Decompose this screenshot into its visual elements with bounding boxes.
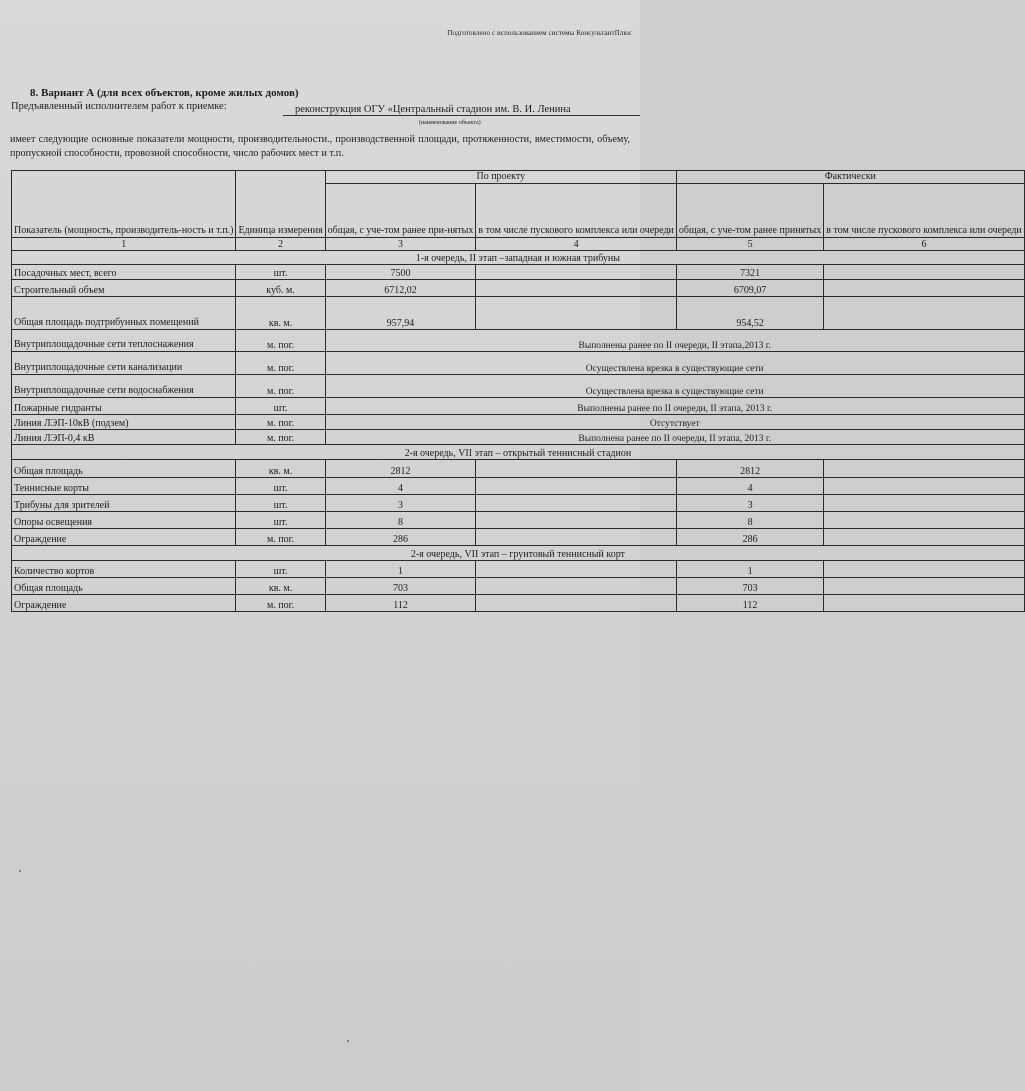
actual-startup <box>824 578 1025 595</box>
actual-total: 286 <box>676 529 823 546</box>
project-total: 1 <box>325 561 476 578</box>
actual-total: 2812 <box>676 460 823 478</box>
table-row <box>12 595 1025 612</box>
table-row <box>12 280 1025 297</box>
project-startup <box>476 529 677 546</box>
merged-note: Выполнены ранее по II очереди, II этапа,2013 г. <box>325 330 1024 352</box>
actual-total: 703 <box>676 578 823 595</box>
header-unit: Единица измерения <box>236 171 325 238</box>
unit-cell: м. пог. <box>236 375 325 398</box>
unit-cell: кв. м. <box>236 460 325 478</box>
col-number: 4 <box>476 238 677 251</box>
indicator-name: Посадочных мест, всего <box>12 265 236 280</box>
indicator-name: Внутриплощадочные сети водоснабжения <box>12 375 236 398</box>
project-startup <box>476 478 677 495</box>
section-row <box>12 445 1025 460</box>
unit-cell: куб. м. <box>236 280 325 297</box>
indicator-name: Теннисные корты <box>12 478 236 495</box>
table-row <box>12 297 1025 330</box>
actual-total: 8 <box>676 512 823 529</box>
project-startup <box>476 495 677 512</box>
header-actual-startup: в том числе пускового комплекса или очереди <box>824 184 1025 238</box>
intro-paragraph: имеет следующие основные показатели мощности, производительности., производственной площади, протяженности, вместимости, объему, пропускной способности, провозной способности, число рабочих мест и т.п. <box>10 134 630 159</box>
actual-total: 6709,07 <box>676 280 823 297</box>
indicator-name: Количество кортов <box>12 561 236 578</box>
indicator-name: Пожарные гидранты <box>12 398 236 415</box>
project-total: 6712,02 <box>325 280 476 297</box>
indicator-name: Внутриплощадочные сети теплоснажения <box>12 330 236 352</box>
unit-cell: шт. <box>236 495 325 512</box>
speck <box>19 870 21 872</box>
section-title: 2-я очередь, VII этап – открытый теннисный стадион <box>12 445 1025 460</box>
section-row <box>12 546 1025 561</box>
table-row <box>12 512 1025 529</box>
col-number: 6 <box>824 238 1025 251</box>
unit-cell: м. пог. <box>236 529 325 546</box>
indicator-name: Ограждение <box>12 529 236 546</box>
unit-cell: м. пог. <box>236 595 325 612</box>
actual-total: 112 <box>676 595 823 612</box>
indicator-name: Общая площадь подтрибунных помещений <box>12 297 236 330</box>
presented-line <box>11 101 631 126</box>
table-row <box>12 460 1025 478</box>
header-actual: Фактически <box>676 171 1024 184</box>
unit-cell: кв. м. <box>236 297 325 330</box>
table-row <box>12 529 1025 546</box>
table-row <box>12 375 1025 398</box>
indicator-name: Строительный объем <box>12 280 236 297</box>
header-actual-total: общая, с уче-том ранее принятых <box>676 184 823 238</box>
table-row <box>12 561 1025 578</box>
project-startup <box>476 460 677 478</box>
actual-startup <box>824 595 1025 612</box>
indicator-name: Трибуны для зрителей <box>12 495 236 512</box>
unit-cell: м. пог. <box>236 430 325 445</box>
unit-cell: м. пог. <box>236 352 325 375</box>
table-row <box>12 415 1025 430</box>
actual-total: 1 <box>676 561 823 578</box>
merged-note: Отсутствует <box>325 415 1024 430</box>
header-indicator: Показатель (мощность, производитель-ность и т.п.) <box>12 171 236 238</box>
project-startup <box>476 512 677 529</box>
actual-total: 954,52 <box>676 297 823 330</box>
table-row <box>12 478 1025 495</box>
actual-startup <box>824 280 1025 297</box>
project-total: 957,94 <box>325 297 476 330</box>
unit-cell: м. пог. <box>236 415 325 430</box>
actual-startup <box>824 561 1025 578</box>
project-startup <box>476 561 677 578</box>
table-row <box>12 352 1025 375</box>
project-startup <box>476 297 677 330</box>
indicator-name: Общая площадь <box>12 460 236 478</box>
merged-note: Осуществлена врезка в существующие сети <box>325 352 1024 375</box>
indicator-name: Опоры освещения <box>12 512 236 529</box>
col-number: 3 <box>325 238 476 251</box>
unit-cell: шт. <box>236 265 325 280</box>
col-number: 1 <box>12 238 236 251</box>
actual-startup <box>824 265 1025 280</box>
actual-total: 7321 <box>676 265 823 280</box>
project-total: 2812 <box>325 460 476 478</box>
indicator-name: Линия ЛЭП-10кВ (подзем) <box>12 415 236 430</box>
speck <box>347 1040 349 1042</box>
actual-startup <box>824 529 1025 546</box>
actual-startup <box>824 460 1025 478</box>
project-startup <box>476 595 677 612</box>
table-row <box>12 398 1025 415</box>
project-startup <box>476 280 677 297</box>
project-total: 112 <box>325 595 476 612</box>
project-startup <box>476 265 677 280</box>
object-name: реконструкция ОГУ «Центральный стадион им. В. И. Ленина <box>283 104 640 116</box>
col-number: 2 <box>236 238 325 251</box>
actual-total: 4 <box>676 478 823 495</box>
actual-startup <box>824 512 1025 529</box>
unit-cell: шт. <box>236 398 325 415</box>
section-row <box>12 251 1025 265</box>
actual-total: 3 <box>676 495 823 512</box>
header-project-total: общая, с уче-том ранее при-нятых <box>325 184 476 238</box>
actual-startup <box>824 495 1025 512</box>
header-project-startup: в том числе пускового комплекса или очереди <box>476 184 677 238</box>
project-total: 703 <box>325 578 476 595</box>
merged-note: Осуществлена врезка в существующие сети <box>325 375 1024 398</box>
indicators-table <box>11 170 1025 612</box>
actual-startup <box>824 478 1025 495</box>
unit-cell: шт. <box>236 512 325 529</box>
unit-cell: шт. <box>236 478 325 495</box>
project-total: 8 <box>325 512 476 529</box>
indicator-name: Общая площадь <box>12 578 236 595</box>
header-project: По проекту <box>325 171 676 184</box>
unit-cell: кв. м. <box>236 578 325 595</box>
object-caption: (наименование объекта) <box>419 120 481 126</box>
merged-note: Выполнены ранее по II очереди, II этапа, 2013 г. <box>325 398 1024 415</box>
indicator-name: Линия ЛЭП-0,4 кВ <box>12 430 236 445</box>
table-row <box>12 330 1025 352</box>
merged-note: Выполнена ранее по II очереди, II этапа, 2013 г. <box>325 430 1024 445</box>
section-title: 2-я очередь, VII этап – грунтовый теннисный корт <box>12 546 1025 561</box>
table-row <box>12 495 1025 512</box>
section-title: 1-я очередь, II этап –западная и южная трибуны <box>12 251 1025 265</box>
project-startup <box>476 578 677 595</box>
project-total: 7500 <box>325 265 476 280</box>
indicator-name: Внутриплощадочные сети канализации <box>12 352 236 375</box>
project-total: 286 <box>325 529 476 546</box>
consultant-note: Подготовлено с использованием системы КонсультантПлюс <box>447 29 632 37</box>
indicator-name: Ограждение <box>12 595 236 612</box>
presented-label: Предъявленный исполнителем работ к приемке: <box>11 101 227 112</box>
table-row <box>12 265 1025 280</box>
project-total: 4 <box>325 478 476 495</box>
project-total: 3 <box>325 495 476 512</box>
col-number: 5 <box>676 238 823 251</box>
unit-cell: шт. <box>236 561 325 578</box>
table-row <box>12 430 1025 445</box>
unit-cell: м. пог. <box>236 330 325 352</box>
section-heading: 8. Вариант А (для всех объектов, кроме жилых домов) <box>30 87 299 99</box>
table-row <box>12 578 1025 595</box>
actual-startup <box>824 297 1025 330</box>
